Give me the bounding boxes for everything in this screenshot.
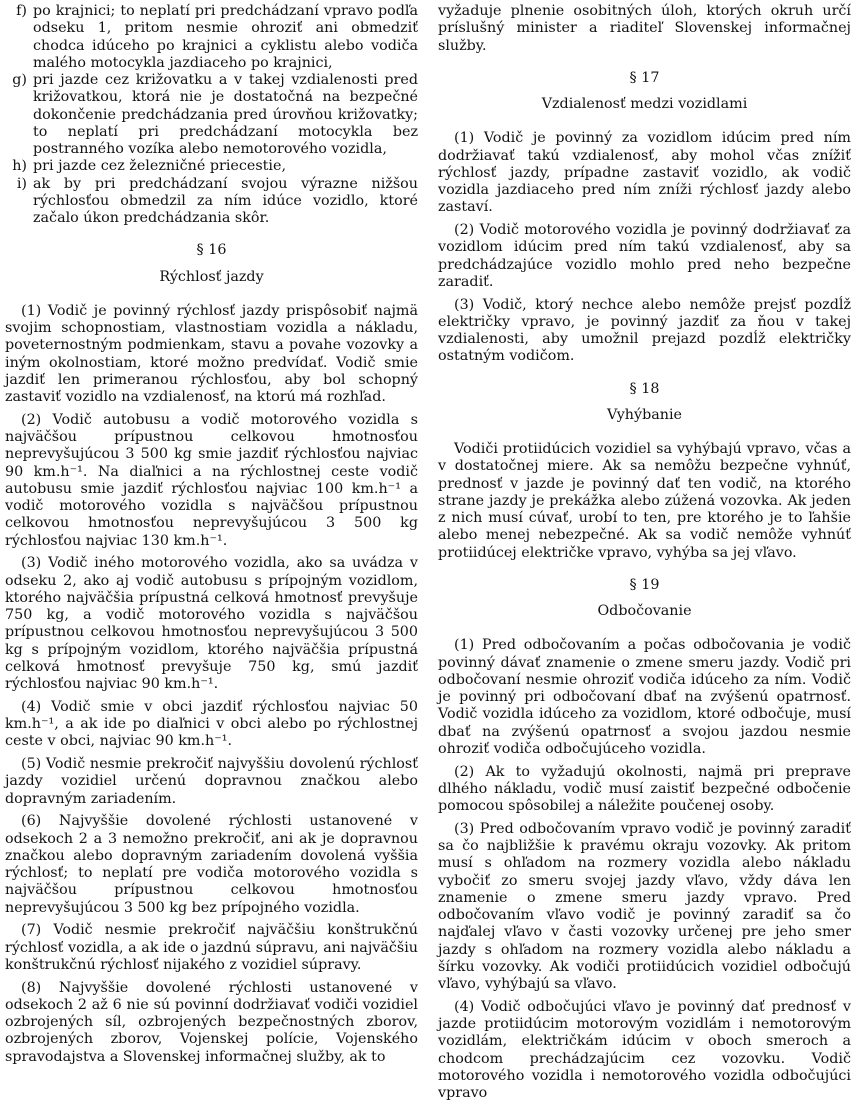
- section-title: Vzdialenosť medzi vozidlami: [541, 96, 748, 112]
- list-item-text: pri jazde cez železničné priecestie,: [33, 158, 287, 175]
- section-title: Odbočovanie: [597, 603, 692, 619]
- paragraph: Vodiči protiidúcich vozidiel sa vyhýbajú vpravo, včas a v dostatočnej miere. Ak sa nemôžu bezpečne vyhnúť, prednosť v jazde je povinný dať ten vodič, na ktorého strane jazdy je prekážka alebo zúžená vozovka. Ak jeden z nich musí cúvať, urobí to ten, pre ktorého je to ľahšie alebo menej nebezpečné. Ak sa vodič nemôže vyhnúť protiidúcej električke vpravo, vyhýba sa jej vľavo.: [438, 441, 851, 561]
- right-column: [438, 3, 851, 1101]
- list-item-h: [5, 158, 418, 175]
- paragraph: (1) Pred odbočovaním a počas odbočovania je vodič povinný dávať znamenie o zmene smeru jazdy. Vodič pri odbočovaní nesmie ohroziť vodiča idúceho za ním. Vodič je povinný pri odbočovaní dbať na zvýšenú opatrnosť. Vodič vozidla idúceho za vozidlom, ktoré odbočuje, musí dbať na zvýšenú opatrnosť a svojou jazdou nesmie ohroziť vodiča odbočujúceho vozidla.: [438, 637, 851, 757]
- paragraph-continued: vyžaduje plnenie osobitných úloh, ktorých okruh určí príslušný minister a riaditeľ Slovenskej informačnej služby.: [438, 3, 851, 54]
- list-item-i: [5, 176, 418, 228]
- paragraph: (2) Vodič autobusu a vodič motorového vozidla s najväčšou prípustnou celkovou hmotnosťou neprevyšujúcou 3 500 kg smie jazdiť rýchlosťou najviac 90 km.h⁻¹. Na diaľnici a na rýchlostnej ceste vodič autobusu smie jazdiť rýchlosťou najviac 100 km.h⁻¹ a vodič motorového vozidla s najväčšou prípustnou celkovou hmotnosťou neprevyšujúcou 3 500 kg rýchlosťou najviac 130 km.h⁻¹.: [5, 411, 418, 549]
- list-item-text: po krajnici; to neplatí pri predchádzaní vpravo podľa odseku 1, pritom nesmie ohroziť ani obmedziť chodca idúceho po krajnici a cyklistu alebo vodiča malého motocykla jazdiaceho po krajnici,: [33, 3, 418, 71]
- paragraph: (4) Vodič smie v obci jazdiť rýchlosťou najviac 50 km.h⁻¹, a ak ide po diaľnici v obci alebo po rýchlostnej ceste v obci, najviac 90 km.h⁻¹.: [5, 698, 418, 750]
- section-number: § 16: [196, 242, 227, 259]
- list-item-g: [5, 72, 418, 158]
- list-item-f: [5, 3, 418, 72]
- paragraph: (6) Najvyššie dovolené rýchlosti ustanovené v odsekoch 2 a 3 nemožno prekročiť, ani ak je dopravnou značkou alebo dopravným zariadením dovolená vyššia rýchlosť; to neplatí pre vodiča motorového vozidla s najväčšou prípustnou celkovou hmotnosťou neprevyšujúcou 3 500 kg bez prípojného vozidla.: [5, 813, 418, 916]
- list-marker: f): [16, 3, 27, 19]
- section-title: Rýchlosť jazdy: [159, 268, 264, 285]
- paragraph: (7) Vodič nesmie prekročiť najväčšiu konštrukčnú rýchlosť vozidla, a ak ide o jazdnú súpravu, ani najväčšiu konštrukčnú rýchlosť nijakého z vozidiel súpravy.: [5, 922, 418, 973]
- paragraph: (3) Vodič iného motorového vozidla, ako sa uvádza v odseku 2, ako aj vodič autobusu s prípojným vozidlom, ktorého najväčšia prípustná celková hmotnosť prevyšuje 750 kg, a vodič motorového vozidla s najväčšou prípustnou celkovou hmotnosťou neprevyšujúcou 3 500 kg s prípojným vozidlom, ktorého najväčšia prípustná celková hmotnosť prevyšuje 750 kg, smú jazdiť rýchlosťou najviac 90 km.h⁻¹.: [5, 555, 418, 692]
- paragraph: (3) Pred odbočovaním vpravo vodič je povinný zaradiť sa čo najbližšie k pravému okraju vozovky. Ak pritom musí s ohľadom na rozmery vozidla alebo nákladu vybočiť zo smeru svojej jazdy vľavo, vždy dáva len znamenie o zmene smeru jazdy vpravo. Pred odbočovaním vľavo vodič je povinný zaradiť sa čo najďalej vľavo v časti vozovky určenej pre jeho smer jazdy s ohľadom na rozmery vozidla alebo nákladu a šírku vozovky. Ak vodiči protiidúcich vozidiel odbočujú vľavo, vyhýbajú sa vľavo.: [438, 820, 851, 992]
- paragraph: (8) Najvyššie dovolené rýchlosti ustanovené v odsekoch 2 až 6 nie sú povinní dodržiavať vodiči vozidiel ozbrojených síl, ozbrojených bezpečnostných zborov, ozbrojených zborov, Vojenskej polície, Vojenského spravodajstva a Slovenskej informačnej služby, ak to: [5, 979, 418, 1065]
- section-number: § 19: [629, 576, 660, 593]
- list-marker: h): [12, 158, 27, 175]
- paragraph: (4) Vodič odbočujúci vľavo je povinný dať prednosť v jazde protiidúcim motorovým vozidlám i nemotorovým vozidlám, električkám idúcim v oboch smeroch a chodcom prechádzajúcim cez vozovku. Vodič motorového vozidla i nemotorového vozidla odbočujúci vpravo: [438, 998, 851, 1101]
- paragraph: (2) Ak to vyžadujú okolnosti, najmä pri preprave dlhého nákladu, vodič musí zaistiť bezpečné odbočenie pomocou spôsobilej a náležite poučenej osoby.: [438, 763, 851, 814]
- section-number: § 17: [629, 69, 660, 86]
- paragraph: (2) Vodič motorového vozidla je povinný dodržiavať za vozidlom idúcim pred ním takú vzdialenosť, aby sa predchádzajúce vozidlo mohlo pred neho bezpečne zaradiť.: [438, 222, 851, 290]
- list-marker: g): [12, 72, 27, 88]
- paragraph: (3) Vodič, ktorý nechce alebo nemôže prejsť pozdĺž električky vpravo, je povinný jazdiť za ňou v takej vzdialenosti, aby umožnil prejazd pozdĺž električky ostatným vodičom.: [438, 296, 851, 365]
- paragraph: (5) Vodič nesmie prekročiť najvyššiu dovolenú rýchlosť jazdy vozidiel určenú dopravnou značkou alebo dopravným zariadením.: [5, 756, 418, 807]
- section-title: Vyhýbanie: [606, 406, 683, 423]
- list-marker: i): [16, 175, 27, 192]
- left-column: [5, 3, 418, 1068]
- list-item-text: ak by pri predchádzaní svojou výrazne nižšou rýchlosťou obmedzil za ním idúce vozidlo, ktoré začalo úkon predchádzania skôr.: [33, 175, 418, 226]
- paragraph: (1) Vodič je povinný za vozidlom idúcim pred ním dodržiavať takú vzdialenosť, aby mohol včas znížiť rýchlosť jazdy, prípadne zastaviť vozidlo, ak vodič vozidla jazdiaceho pred ním zníži rýchlosť jazdy alebo zastaví.: [438, 130, 851, 216]
- list-item-text: pri jazde cez križovatku a v takej vzdialenosti pred križovatkou, ktorá nie je dostatočná na bezpečné dokončenie predchádzania pred úrovňou križovatky; to neplatí pri predchádzaní motocykla bez postranného vozíka alebo nemotorového vozidla,: [33, 72, 418, 157]
- paragraph: (1) Vodič je povinný rýchlosť jazdy prispôsobiť najmä svojim schopnostiam, vlastnostiam vozidla a nákladu, poveternostným podmienkam, stavu a povahe vozovky a iným okolnostiam, ktoré možno predvídať. Vodič smie jazdiť len primeranou rýchlosťou, aby bol schopný zastaviť vozidlo na vzdialenosť, na ktorú má rozhľad.: [5, 302, 418, 405]
- section-number: § 18: [629, 380, 660, 397]
